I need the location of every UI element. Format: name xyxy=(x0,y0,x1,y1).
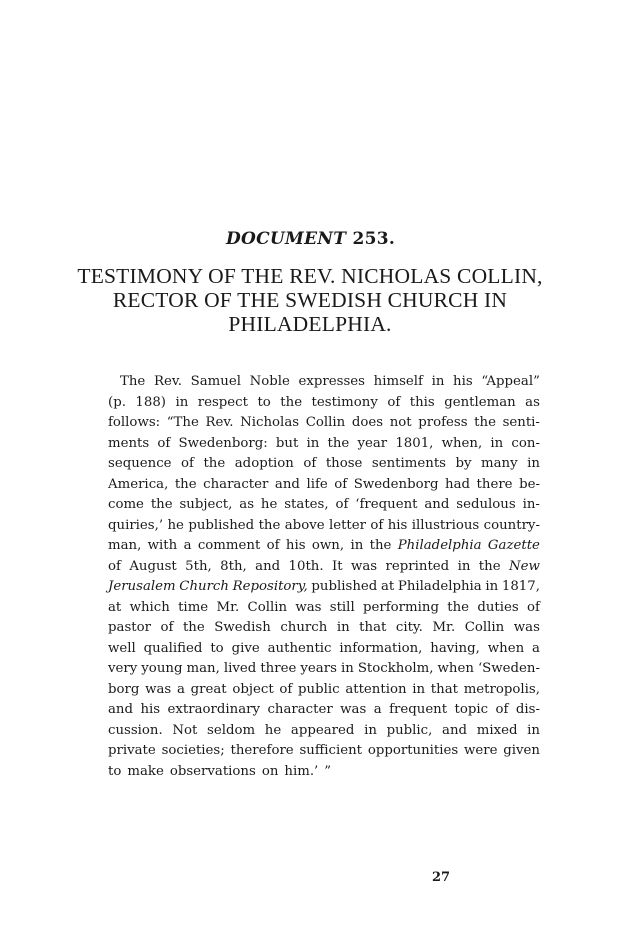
text-word: Not xyxy=(172,722,198,738)
text-word: of xyxy=(495,702,509,717)
text-word: Mr. xyxy=(432,620,456,635)
text-word: Collin xyxy=(247,599,288,615)
text-word: well xyxy=(108,640,136,656)
text-word: duties xyxy=(477,599,519,615)
page-number: 27 xyxy=(432,870,451,885)
text-word: of xyxy=(527,599,540,615)
text-word: appeared xyxy=(290,722,355,738)
text-word: that xyxy=(359,620,387,635)
text-word: man, xyxy=(186,661,220,676)
text-word: in xyxy=(457,558,471,574)
text-word: therefore xyxy=(230,743,294,758)
text-word: authentic xyxy=(267,640,332,656)
text-word: Collin xyxy=(305,415,346,430)
text-word: with xyxy=(147,538,178,553)
text-word: and xyxy=(274,476,300,492)
text-word: when, xyxy=(441,435,483,451)
text-word: qualified xyxy=(143,640,203,656)
text-word: Noble xyxy=(249,374,290,389)
text-word: character xyxy=(267,702,333,717)
text-word: Rev. xyxy=(153,374,182,389)
text-word: con- xyxy=(511,435,540,451)
text-word: there xyxy=(476,476,513,492)
text-word: illustrious xyxy=(411,517,480,533)
text-line xyxy=(108,372,540,393)
text-word: church xyxy=(280,620,328,635)
text-word: extraordinary xyxy=(167,702,261,717)
text-word: of xyxy=(279,681,293,697)
text-word: 10th. xyxy=(288,558,324,574)
text-word: object xyxy=(232,681,274,697)
text-word: of xyxy=(334,476,348,492)
text-word: he xyxy=(167,517,184,533)
text-word: ments xyxy=(108,435,150,451)
text-word: in xyxy=(412,681,426,697)
text-word: of xyxy=(160,620,174,635)
text-word: man, xyxy=(108,538,142,553)
text-word: of xyxy=(108,558,121,574)
text-word: make xyxy=(127,763,164,779)
text-word: in xyxy=(527,722,540,738)
text-word: himself xyxy=(373,374,423,389)
text-word: the xyxy=(327,435,350,451)
text-word: follows: xyxy=(108,415,161,430)
text-word: Swedenborg xyxy=(353,476,439,492)
text-line xyxy=(108,516,540,537)
text-word: the xyxy=(474,415,496,430)
page-title xyxy=(70,264,550,336)
text-word: Swedenborg: xyxy=(178,435,268,451)
text-word: the xyxy=(182,620,205,635)
text-word: New xyxy=(508,558,540,574)
text-word: at xyxy=(108,599,122,615)
text-word: the xyxy=(447,599,470,615)
text-word: time xyxy=(178,599,209,615)
text-word: Rev. xyxy=(205,415,234,430)
text-word: Samuel xyxy=(190,374,241,389)
text-word: attention xyxy=(345,681,407,697)
text-word: was xyxy=(351,558,378,574)
text-word: Nicholas xyxy=(240,415,300,430)
title-line: TESTIMONY OF THE REV. NICHOLAS COLLIN, xyxy=(77,264,543,288)
text-word: in xyxy=(336,620,350,635)
text-word: The xyxy=(120,374,146,389)
text-word: the xyxy=(203,456,226,471)
text-word: character xyxy=(203,476,269,492)
text-word: his xyxy=(140,702,161,717)
text-word: own, xyxy=(311,538,345,553)
text-word: Mr. xyxy=(216,599,240,615)
text-word: year xyxy=(357,435,388,451)
text-word: expresses xyxy=(298,374,365,389)
text-line xyxy=(108,393,540,414)
text-word: ” xyxy=(324,763,332,779)
text-word: published xyxy=(311,579,378,594)
text-word: and xyxy=(108,702,134,717)
text-word: information, xyxy=(339,640,423,656)
text-word: great xyxy=(190,681,227,697)
text-word: societies; xyxy=(161,743,225,758)
text-word: the xyxy=(174,476,197,492)
text-word: observations xyxy=(169,763,256,779)
text-word: was xyxy=(295,599,322,615)
text-line xyxy=(108,700,540,721)
text-word: very xyxy=(108,661,138,676)
text-word: ‘Sweden- xyxy=(477,661,540,676)
text-word: of xyxy=(387,394,401,410)
text-word: seldom xyxy=(207,722,256,738)
text-word: and xyxy=(442,722,468,738)
text-word: gentleman xyxy=(444,394,516,410)
text-line xyxy=(108,618,540,639)
text-word: give xyxy=(231,640,260,656)
document-number: 253. xyxy=(352,229,396,249)
text-word: Swedish xyxy=(214,620,271,635)
text-word: subject, xyxy=(179,497,233,512)
text-word: his xyxy=(453,374,473,389)
text-line xyxy=(108,434,540,455)
text-line xyxy=(108,536,540,557)
text-word: comment xyxy=(197,538,261,553)
text-word: of xyxy=(370,517,384,533)
text-word: Jerusalem xyxy=(108,579,176,594)
text-word: in xyxy=(175,394,189,410)
title-line: PHILADELPHIA. xyxy=(228,312,392,336)
text-line xyxy=(108,577,540,598)
text-word: not xyxy=(389,415,412,430)
text-word: in xyxy=(364,722,377,738)
text-line xyxy=(108,413,540,434)
text-word: public, xyxy=(386,722,433,738)
text-word: August xyxy=(129,558,177,574)
text-word: in xyxy=(350,538,364,553)
text-word: a xyxy=(373,702,382,717)
text-word: had xyxy=(445,476,471,492)
text-word: a xyxy=(532,640,540,656)
text-word: of xyxy=(266,538,280,553)
text-word: to xyxy=(210,640,224,656)
text-word: three xyxy=(260,661,297,676)
text-word: many xyxy=(481,456,518,471)
text-word: of xyxy=(303,456,317,471)
text-word: in xyxy=(431,374,445,389)
body-paragraph xyxy=(108,372,540,782)
text-word: mixed xyxy=(476,722,518,738)
text-line xyxy=(108,762,540,783)
text-word: states, xyxy=(284,497,329,512)
text-word: to xyxy=(108,763,122,779)
text-word: in xyxy=(306,435,320,451)
text-word: he xyxy=(264,722,282,738)
text-word: Stockholm, xyxy=(357,661,434,676)
text-line xyxy=(108,680,540,701)
text-word: in xyxy=(490,435,504,451)
text-word: 5th, xyxy=(185,558,212,574)
text-word: in xyxy=(485,579,499,594)
text-word: quiries,’ xyxy=(108,517,164,533)
text-word: respect xyxy=(197,394,248,410)
text-word: he xyxy=(260,497,278,512)
text-word: the xyxy=(478,558,501,574)
text-word: the xyxy=(258,517,281,533)
text-word: his xyxy=(387,517,408,533)
text-word: sequence xyxy=(108,456,172,471)
text-word: above xyxy=(284,517,325,533)
text-word: (p. xyxy=(108,394,126,410)
document-label: DOCUMENT xyxy=(225,229,347,249)
text-word: when xyxy=(437,661,474,676)
text-word: Church xyxy=(179,579,229,594)
text-word: sufficient xyxy=(299,743,363,758)
text-word: topic xyxy=(454,702,489,717)
text-word: those xyxy=(325,456,363,471)
text-word: “Appeal” xyxy=(481,374,540,389)
text-line xyxy=(108,454,540,475)
text-word: when xyxy=(487,640,525,656)
text-word: sedulous xyxy=(456,497,516,512)
text-word: “The xyxy=(166,415,199,430)
text-line xyxy=(108,557,540,578)
text-line xyxy=(108,741,540,762)
text-word: was xyxy=(513,620,540,635)
text-word: published xyxy=(188,517,255,533)
text-word: public xyxy=(298,681,340,697)
text-word: performing xyxy=(363,599,439,615)
text-line xyxy=(108,639,540,660)
text-word: 1801, xyxy=(395,435,434,451)
text-word: sentiments xyxy=(371,456,446,471)
text-word: which xyxy=(129,599,170,615)
text-word: 188) xyxy=(135,394,166,410)
text-word: were xyxy=(464,743,498,758)
text-word: It xyxy=(332,558,343,574)
text-word: pastor xyxy=(108,620,151,635)
text-word: senti- xyxy=(502,415,540,430)
text-word: the xyxy=(150,497,173,512)
text-word: opportunities xyxy=(367,743,459,758)
text-word: Philadelphia xyxy=(397,538,482,553)
text-word: private xyxy=(108,743,156,758)
text-line xyxy=(108,659,540,680)
text-word: frequent xyxy=(389,702,448,717)
text-word: as xyxy=(525,394,540,410)
text-line xyxy=(108,495,540,516)
text-word: having, xyxy=(430,640,480,656)
text-word: letter xyxy=(328,517,367,533)
text-line xyxy=(108,475,540,496)
text-word: in xyxy=(527,456,540,471)
text-word: come xyxy=(108,497,144,512)
text-word: of xyxy=(335,497,349,512)
text-word: ‘frequent xyxy=(355,497,418,512)
text-word: of xyxy=(181,456,194,471)
text-word: by xyxy=(455,456,472,471)
text-word: cussion. xyxy=(108,722,163,738)
text-word: Repository, xyxy=(232,579,308,594)
text-word: to xyxy=(257,394,271,410)
text-word: still xyxy=(329,599,355,615)
text-word: 1817, xyxy=(501,579,540,594)
text-word: a xyxy=(183,538,192,553)
text-word: city. xyxy=(395,620,423,635)
text-word: be- xyxy=(519,476,540,492)
text-word: on xyxy=(261,763,279,779)
text-word: country- xyxy=(483,517,540,533)
text-word: 8th, xyxy=(220,558,247,574)
text-word: and xyxy=(255,558,281,574)
text-word: dis- xyxy=(515,702,540,717)
text-word: testimony xyxy=(311,394,378,410)
text-word: the xyxy=(280,394,303,410)
text-word: years xyxy=(300,661,337,676)
text-word: reprinted xyxy=(385,558,450,574)
text-word: does xyxy=(351,415,384,430)
title-line: RECTOR OF THE SWEDISH CHURCH IN xyxy=(112,288,508,312)
text-word: Gazette xyxy=(487,538,540,553)
text-word: his xyxy=(285,538,306,553)
text-word: in- xyxy=(522,497,540,512)
text-word: America, xyxy=(108,476,169,492)
document-heading xyxy=(0,229,621,249)
text-word: borg xyxy=(108,681,140,697)
text-word: but xyxy=(275,435,299,451)
text-word: this xyxy=(409,394,435,410)
text-line xyxy=(108,598,540,619)
text-word: metropolis, xyxy=(463,681,540,697)
text-word: a xyxy=(176,681,185,697)
text-line xyxy=(108,721,540,742)
text-word: as xyxy=(239,497,255,512)
text-word: was xyxy=(145,681,172,697)
text-word: of xyxy=(157,435,171,451)
text-word: was xyxy=(340,702,367,717)
text-word: adoption xyxy=(234,456,294,471)
text-word: young xyxy=(141,661,183,676)
text-word: profess xyxy=(418,415,468,430)
text-word: in xyxy=(340,661,354,676)
text-word: Collin xyxy=(464,620,505,635)
text-word: given xyxy=(503,743,540,758)
text-word: and xyxy=(424,497,450,512)
text-word: life xyxy=(306,476,328,492)
text-word: Philadelphia xyxy=(397,579,482,594)
text-word: at xyxy=(380,579,395,594)
text-word: lived xyxy=(223,661,257,676)
text-word: the xyxy=(369,538,392,553)
text-word: him.’ xyxy=(284,763,319,779)
text-word: that xyxy=(430,681,458,697)
